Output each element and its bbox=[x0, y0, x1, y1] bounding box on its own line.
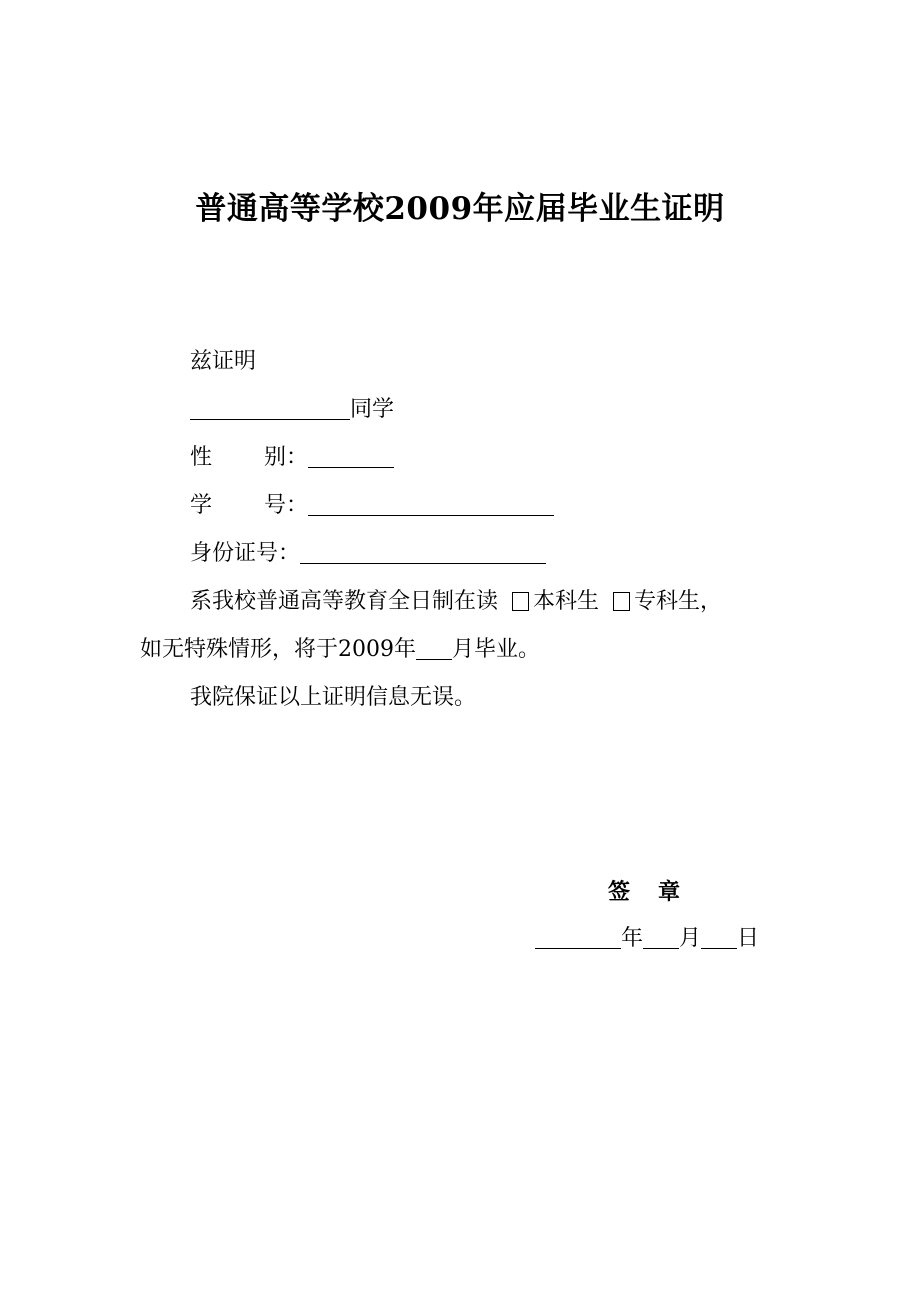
gender-label-1: 性 bbox=[190, 445, 213, 470]
guarantee-text: 我院保证以上证明信息无误。 bbox=[190, 685, 477, 710]
gender-blank[interactable] bbox=[308, 443, 394, 468]
id-line bbox=[190, 537, 546, 571]
id-blank[interactable] bbox=[300, 539, 546, 564]
student-no-blank[interactable] bbox=[308, 491, 554, 516]
month-blank[interactable] bbox=[416, 635, 452, 660]
gender-label-2: 别： bbox=[264, 445, 309, 470]
signature-date bbox=[535, 922, 759, 956]
undergrad-label: 本科生 bbox=[533, 589, 600, 614]
college-label: 专科生， bbox=[634, 589, 723, 614]
gender-line bbox=[190, 441, 394, 475]
undergrad-checkbox[interactable] bbox=[512, 592, 529, 611]
statement-prefix: 系我校普通高等教育全日制在读 bbox=[190, 589, 499, 614]
college-checkbox[interactable] bbox=[613, 592, 630, 611]
month-label: 月 bbox=[679, 926, 702, 951]
signature-label bbox=[608, 875, 680, 906]
student-no-label-2: 号： bbox=[264, 493, 309, 518]
year-blank[interactable] bbox=[535, 924, 621, 949]
day-label: 日 bbox=[737, 926, 760, 951]
student-no-line bbox=[190, 489, 554, 523]
month-date-blank[interactable] bbox=[643, 924, 679, 949]
statement-line bbox=[190, 585, 722, 619]
id-label: 身份证号： bbox=[190, 541, 301, 566]
student-no-label-1: 学 bbox=[190, 493, 213, 518]
statement-cont-line bbox=[140, 633, 540, 667]
page-title: 普通高等学校2009年应届毕业生证明 bbox=[195, 191, 725, 227]
signature-label-1: 签 bbox=[608, 879, 631, 905]
signature-label-2: 章 bbox=[658, 879, 681, 905]
classmate-suffix: 同学 bbox=[350, 397, 395, 422]
intro-text: 兹证明 bbox=[190, 349, 257, 374]
day-blank[interactable] bbox=[701, 924, 737, 949]
name-blank[interactable] bbox=[190, 395, 350, 420]
statement-cont-2: 月毕业。 bbox=[452, 637, 541, 662]
year-label: 年 bbox=[621, 926, 644, 951]
name-line bbox=[190, 393, 394, 427]
statement-cont-1: 如无特殊情形，将于2009年 bbox=[140, 637, 416, 662]
